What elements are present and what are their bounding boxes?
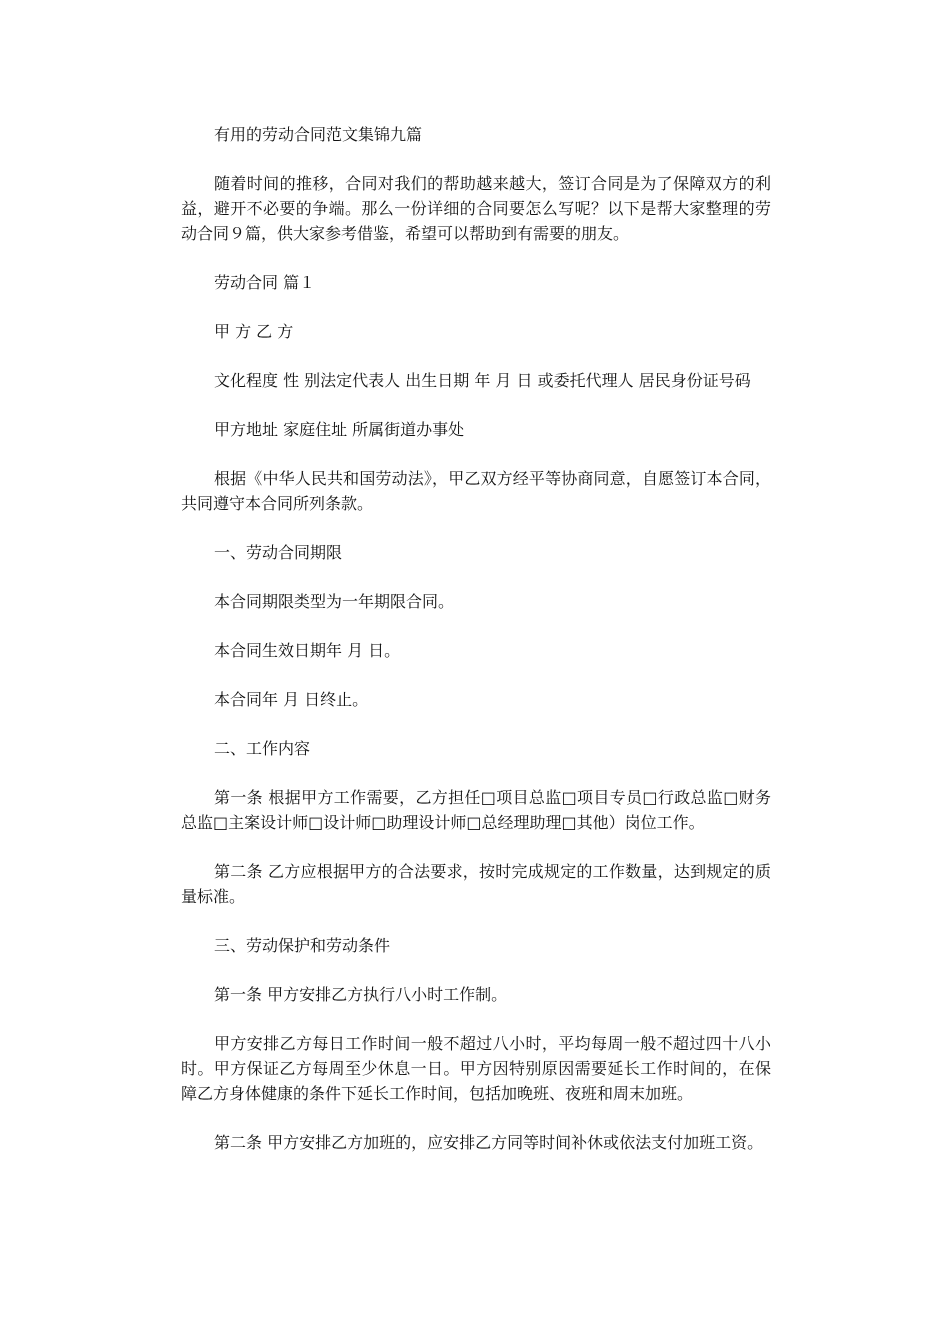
clause-paragraph: 本合同年 月 日终止。 (214, 690, 369, 709)
clause-paragraph: 第一条 甲方安排乙方执行八小时工作制。 (214, 985, 508, 1004)
document-body (181, 122, 771, 1179)
preamble-paragraph: 根据《中华人民共和国劳动法》，甲乙双方经平等协商同意，自愿签订本合同，共同遵守本合同所列条款。 (181, 469, 771, 513)
clause-paragraph: 甲方安排乙方每日工作时间一般不超过八小时，平均每周一般不超过四十八小时。甲方保证乙方每周至少休息一日。甲方因特别原因需要延长工作时间的，在保障乙方身体健康的条件下延长工作时间，包括加晚班、夜班和周末加班。 (181, 1034, 771, 1103)
section-heading: 劳动合同 篇１ (214, 273, 316, 292)
clause-paragraph: 本合同期限类型为一年期限合同。 (214, 592, 455, 611)
clause-paragraph: 第一条 根据甲方工作需要，乙方担任□项目总监□项目专员□行政总监□财务总监□主案设计师□设计师□助理设计师□总经理助理□其他）岗位工作。 (181, 788, 771, 832)
clause-heading: 二、工作内容 (214, 739, 311, 758)
intro-paragraph: 随着时间的推移，合同对我们的帮助越来越大，签订合同是为了保障双方的利益，避开不必要的争端。那么一份详细的合同要怎么写呢？以下是帮大家整理的劳动合同９篇，供大家参考借鉴，希望可以帮助到有需要的朋友。 (181, 174, 771, 243)
clause-paragraph: 第二条 甲方安排乙方加班的，应安排乙方同等时间补休或依法支付加班工资。 (214, 1133, 764, 1152)
clause-paragraph: 本合同生效日期年 月 日。 (214, 641, 401, 660)
party-fields: 文化程度 性 别法定代表人 出生日期 年 月 日 或委托代理人 居民身份证号码 (214, 371, 751, 390)
document-title: 有用的劳动合同范文集锦九篇 (214, 125, 423, 144)
clause-paragraph: 第二条 乙方应根据甲方的合法要求，按时完成规定的工作数量，达到规定的质量标准。 (181, 862, 771, 906)
address-fields: 甲方地址 家庭住址 所属街道办事处 (214, 420, 465, 439)
clause-heading: 三、劳动保护和劳动条件 (214, 936, 391, 955)
clause-heading: 一、劳动合同期限 (214, 543, 343, 562)
party-labels: 甲 方 乙 方 (214, 322, 294, 341)
